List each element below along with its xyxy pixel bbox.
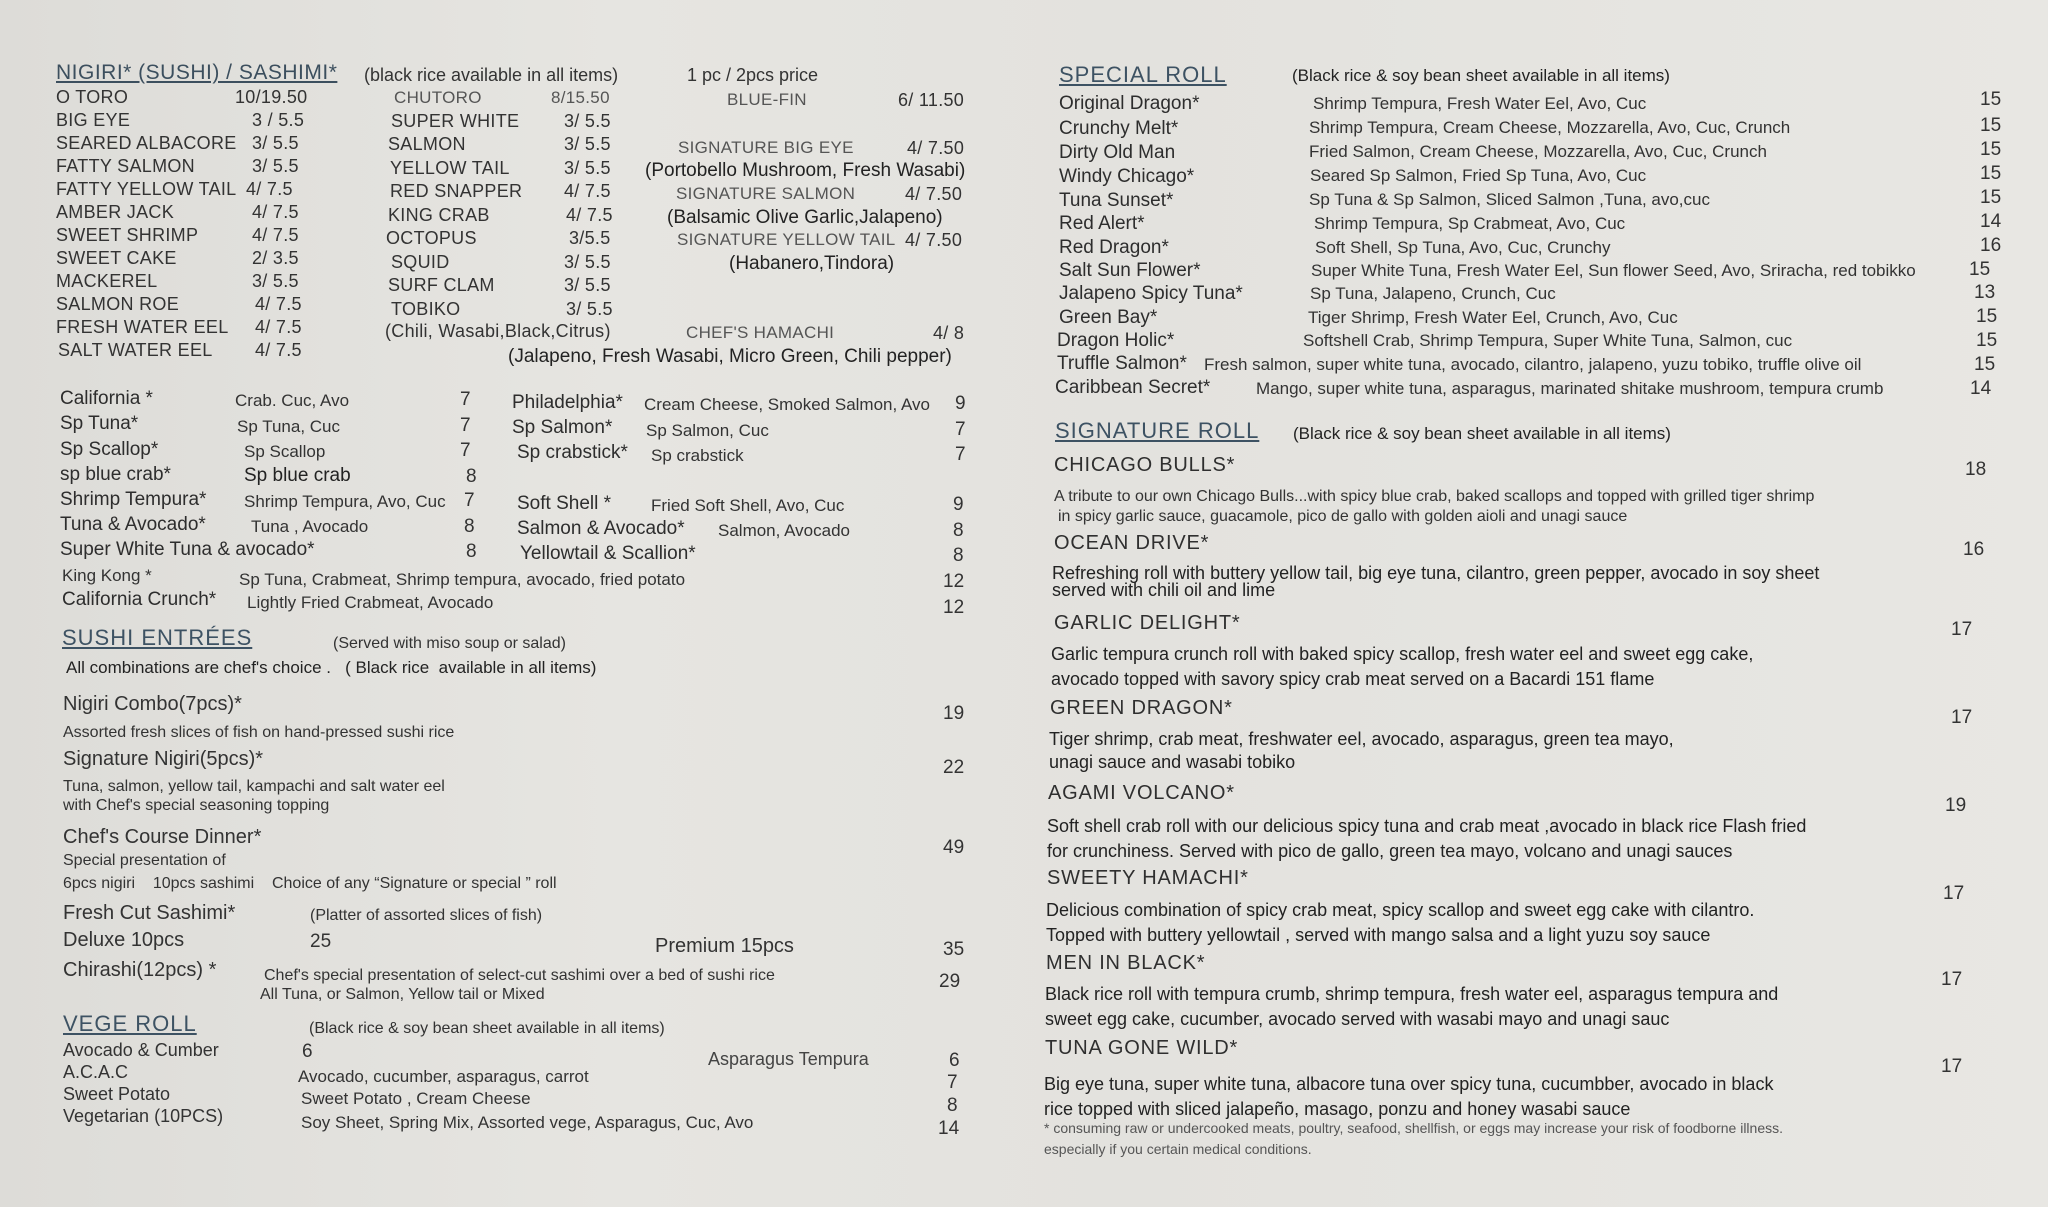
nigiri-item-price: 3/ 5.5 — [252, 271, 299, 291]
nigiri-item-name: OCTOPUS — [386, 228, 477, 248]
roll-price: 7 — [460, 440, 471, 461]
nigiri-item-price: 4/ 7.50 — [905, 230, 963, 250]
roll-name: Sp crabstick* — [517, 442, 628, 463]
nigiri-header: NIGIRI* (SUSHI) / SASHIMI* — [56, 61, 338, 84]
signature-desc: Topped with buttery yellowtail , served with mango salsa and a light yuzu soy sauce — [1046, 925, 1711, 945]
special-name: Windy Chicago* — [1059, 166, 1195, 187]
nigiri-item-price: 6/ 11.50 — [898, 90, 965, 110]
roll-name: Philadelphia* — [512, 392, 623, 413]
nigiri-item-price: 3/ 5.5 — [564, 158, 611, 178]
nigiri-item-price: 4/ 7.5 — [255, 340, 302, 360]
nigiri-item-price: 3 / 5.5 — [252, 110, 305, 130]
roll-name: King Kong * — [62, 566, 152, 585]
roll-name: California Crunch* — [62, 589, 217, 610]
special-name: Original Dragon* — [1059, 93, 1200, 114]
signature-name: GREEN DRAGON* — [1050, 697, 1233, 719]
entrees-note: (Served with miso soup or salad) — [333, 635, 566, 652]
nigiri-item-name: SALT WATER EEL — [58, 340, 213, 360]
signature-desc: in spicy garlic sauce, guacamole, pico de gallo with golden aioli and unagi sauce — [1058, 508, 1628, 525]
signature-desc: Tiger shrimp, crab meat, freshwater eel, avocado, asparagus, green tea mayo, — [1049, 729, 1674, 749]
signature-name: AGAMI VOLCANO* — [1048, 782, 1235, 804]
roll-name: Sp Salmon* — [512, 417, 613, 438]
disclaimer: especially if you certain medical conditions. — [1044, 1141, 1312, 1157]
vege-name: Vegetarian (10PCS) — [63, 1106, 224, 1126]
special-note: (Black rice & soy bean sheet available in all items) — [1292, 66, 1670, 85]
nigiri-item-price: 4/ 8 — [933, 323, 965, 343]
nigiri-item-name: SQUID — [391, 252, 450, 272]
nigiri-item-sub: (Balsamic Olive Garlic,Jalapeno) — [667, 207, 943, 228]
nigiri-item-price: 3/ 5.5 — [564, 252, 611, 272]
nigiri-pricing: 1 pc / 2pcs price — [687, 65, 819, 85]
nigiri-item-price: 10/19.50 — [235, 87, 308, 107]
signature-name: MEN IN BLACK* — [1046, 952, 1206, 974]
chirashi-desc: Chef's special presentation of select-cut sashimi over a bed of sushi rice — [264, 967, 775, 984]
special-price: 15 — [1980, 115, 2002, 136]
special-desc: Sp Tuna & Sp Salmon, Sliced Salmon ,Tuna, avo,cuc — [1309, 190, 1710, 209]
vege-name: Asparagus Tempura — [708, 1049, 869, 1069]
nigiri-item-price: 4/ 7.5 — [252, 202, 299, 222]
roll-desc: Sp Tuna, Crabmeat, Shrimp tempura, avocado, fried potato — [239, 570, 686, 589]
signature-price: 17 — [1941, 969, 1963, 990]
signature-price: 16 — [1963, 539, 1985, 560]
nigiri-item-name: FATTY YELLOW TAIL — [56, 179, 237, 199]
nigiri-item-name: FATTY SALMON — [56, 156, 195, 176]
vege-price: 6 — [949, 1050, 960, 1071]
nigiri-item-price: 4/ 7.5 — [252, 225, 299, 245]
signature-price: 17 — [1951, 707, 1973, 728]
signature-desc: Big eye tuna, super white tuna, albacore tuna over spicy tuna, cucumbber, avocado in black — [1044, 1074, 1774, 1094]
nigiri-item-name: SIGNATURE BIG EYE — [678, 138, 854, 157]
sashimi-premium: Premium 15pcs — [655, 935, 794, 957]
nigiri-note: (black rice available in all items) — [364, 65, 619, 85]
special-name: Tuna Sunset* — [1059, 190, 1174, 211]
special-price: 15 — [1980, 163, 2002, 184]
roll-price: 8 — [466, 541, 477, 562]
signature-desc: for crunchiness. Served with pico de gallo, green tea mayo, volcano and unagi sauces — [1047, 841, 1733, 861]
special-price: 15 — [1969, 259, 1991, 280]
sashimi-premium-price: 35 — [943, 939, 965, 960]
nigiri-item-name: BLUE-FIN — [727, 90, 807, 109]
special-header: SPECIAL ROLL — [1059, 62, 1227, 87]
vege-name: A.C.A.C — [63, 1062, 129, 1082]
special-desc: Tiger Shrimp, Fresh Water Eel, Crunch, Avo, Cuc — [1308, 308, 1678, 327]
special-desc: Shrimp Tempura, Cream Cheese, Mozzarella, Avo, Cuc, Crunch — [1309, 118, 1791, 137]
nigiri-item-name: SALMON ROE — [56, 294, 180, 314]
roll-desc: Cream Cheese, Smoked Salmon, Avo — [644, 395, 930, 414]
roll-desc: Sp Tuna, Cuc — [237, 417, 341, 436]
roll-desc: Crab. Cuc, Avo — [235, 391, 350, 410]
nigiri-item-price: 8/15.50 — [551, 88, 610, 107]
special-name: Salt Sun Flower* — [1059, 260, 1201, 281]
nigiri-item-name: TOBIKO — [391, 299, 461, 319]
sashimi-note: (Platter of assorted slices of fish) — [310, 907, 543, 924]
nigiri-item-price: 3/5.5 — [569, 228, 611, 248]
roll-name: Yellowtail & Scallion* — [520, 543, 696, 564]
special-name: Truffle Salmon* — [1057, 353, 1187, 374]
roll-price: 7 — [460, 415, 471, 436]
nigiri-item-name: AMBER JACK — [56, 202, 175, 222]
signature-name: TUNA GONE WILD* — [1045, 1037, 1239, 1059]
nigiri-item-price: 3/ 5.5 — [566, 299, 613, 319]
nigiri-item-name: YELLOW TAIL — [390, 158, 510, 178]
roll-name: Shrimp Tempura* — [60, 489, 207, 510]
special-price: 16 — [1980, 235, 2002, 256]
nigiri-item-price: 3/ 5.5 — [252, 156, 299, 176]
roll-name: Sp Scallop* — [60, 439, 159, 460]
entrees-sub: All combinations are chef's choice . ( Black rice available in all items) — [66, 658, 597, 677]
roll-name: Salmon & Avocado* — [517, 518, 685, 539]
signature-desc: A tribute to our own Chicago Bulls...with spicy blue crab, baked scallops and topped with grilled tiger shrimp — [1054, 488, 1815, 505]
roll-price: 7 — [464, 490, 475, 511]
nigiri-item-price: 4/ 7.5 — [564, 181, 611, 201]
roll-price: 12 — [943, 597, 965, 618]
special-price: 13 — [1974, 282, 1996, 303]
nigiri-item-name: SIGNATURE SALMON — [676, 184, 856, 203]
roll-price: 7 — [460, 389, 471, 410]
nigiri-item-sub: (Jalapeno, Fresh Wasabi, Micro Green, Chili pepper) — [508, 346, 952, 367]
roll-desc: Sp blue crab — [244, 465, 351, 486]
entree-name: Nigiri Combo(7pcs)* — [63, 693, 242, 715]
signature-desc: served with chili oil and lime — [1052, 580, 1276, 600]
vege-note: (Black rice & soy bean sheet available in all items) — [309, 1020, 665, 1037]
roll-price: 12 — [943, 571, 965, 592]
nigiri-item-name: SUPER WHITE — [391, 111, 520, 131]
chirashi-name: Chirashi(12pcs) * — [63, 959, 217, 981]
nigiri-item-name: MACKEREL — [56, 271, 158, 291]
signature-price: 19 — [1945, 795, 1967, 816]
roll-name: Sp Tuna* — [60, 413, 139, 434]
signature-desc: Refreshing roll with buttery yellow tail, big eye tuna, cilantro, green pepper, avocado in soy sheet — [1052, 563, 1820, 583]
nigiri-item-name: O TORO — [56, 87, 129, 107]
nigiri-item-sub: (Habanero,Tindora) — [729, 253, 895, 274]
nigiri-item-name: SWEET CAKE — [56, 248, 177, 268]
nigiri-item-name: SWEET SHRIMP — [56, 225, 199, 245]
roll-price: 9 — [955, 393, 966, 414]
entree-name: Signature Nigiri(5pcs)* — [63, 748, 264, 770]
nigiri-item-name: SEARED ALBACORE — [56, 133, 237, 153]
signature-desc: unagi sauce and wasabi tobiko — [1049, 752, 1296, 772]
special-price: 15 — [1980, 187, 2002, 208]
roll-name: Tuna & Avocado* — [60, 514, 206, 535]
special-price: 14 — [1980, 211, 2002, 232]
roll-price: 8 — [464, 516, 475, 537]
nigiri-item-price: 4/ 7.50 — [907, 138, 965, 158]
entree-price: 49 — [943, 837, 965, 858]
roll-desc: Sp crabstick — [651, 446, 744, 465]
roll-desc: Sp Salmon, Cuc — [646, 421, 769, 440]
roll-price: 7 — [955, 444, 966, 465]
special-price: 15 — [1980, 139, 2002, 160]
special-name: Caribbean Secret* — [1055, 377, 1211, 398]
nigiri-item-price: 3/ 5.5 — [564, 275, 611, 295]
nigiri-item-price: 4/ 7.5 — [246, 179, 293, 199]
signature-name: CHICAGO BULLS* — [1054, 454, 1236, 476]
nigiri-item-price: 2/ 3.5 — [252, 248, 299, 268]
nigiri-item-price: 3/ 5.5 — [252, 133, 299, 153]
special-desc: Soft Shell, Sp Tuna, Avo, Cuc, Crunchy — [1315, 238, 1611, 257]
signature-desc: Black rice roll with tempura crumb, shrimp tempura, fresh water eel, asparagus tempura and — [1045, 984, 1779, 1004]
vege-desc: Avocado, cucumber, asparagus, carrot — [298, 1067, 589, 1086]
nigiri-item-price: 4/ 7.5 — [566, 205, 613, 225]
entree-price: 22 — [943, 757, 965, 778]
nigiri-item-price: 4/ 7.5 — [255, 317, 302, 337]
special-name: Crunchy Melt* — [1059, 118, 1179, 139]
special-desc: Fried Salmon, Cream Cheese, Mozzarella, Avo, Cuc, Crunch — [1309, 142, 1767, 161]
nigiri-item-price: 4/ 7.5 — [255, 294, 302, 314]
signature-desc: Soft shell crab roll with our delicious spicy tuna and crab meat ,avocado in black rice Flash fried — [1047, 816, 1807, 836]
sashimi-deluxe: Deluxe 10pcs — [63, 929, 185, 951]
special-desc: Shrimp Tempura, Fresh Water Eel, Avo, Cuc — [1313, 94, 1647, 113]
special-desc: Super White Tuna, Fresh Water Eel, Sun flower Seed, Avo, Sriracha, red tobikko — [1311, 261, 1916, 280]
special-name: Green Bay* — [1059, 307, 1158, 328]
special-desc: Softshell Crab, Shrimp Tempura, Super White Tuna, Salmon, cuc — [1303, 331, 1793, 350]
nigiri-item-price: 3/ 5.5 — [564, 134, 611, 154]
signature-desc: rice topped with sliced jalapeño, masago, ponzu and honey wasabi sauce — [1044, 1099, 1631, 1119]
roll-price: 9 — [953, 494, 964, 515]
signature-header: SIGNATURE ROLL — [1055, 418, 1260, 443]
signature-name: OCEAN DRIVE* — [1054, 532, 1210, 554]
sashimi-deluxe-price: 25 — [310, 931, 332, 952]
tobiko-note: (Chili, Wasabi,Black,Citrus) — [385, 321, 611, 341]
roll-price: 7 — [955, 419, 966, 440]
signature-price: 17 — [1951, 619, 1973, 640]
nigiri-item-name: FRESH WATER EEL — [56, 317, 229, 337]
signature-desc: avocado topped with savory spicy crab meat served on a Bacardi 151 flame — [1051, 669, 1655, 689]
nigiri-item-name: CHEF'S HAMACHI — [686, 323, 835, 342]
special-desc: Fresh salmon, super white tuna, avocado, cilantro, jalapeno, yuzu tobiko, truffle olive oil — [1204, 355, 1862, 374]
roll-desc: Fried Soft Shell, Avo, Cuc — [651, 496, 845, 515]
roll-name: Soft Shell * — [517, 493, 611, 514]
special-name: Jalapeno Spicy Tuna* — [1059, 283, 1243, 304]
special-desc: Shrimp Tempura, Sp Crabmeat, Avo, Cuc — [1314, 214, 1626, 233]
roll-price: 8 — [953, 520, 964, 541]
entrees-header: SUSHI ENTRÉES — [62, 625, 253, 650]
roll-desc: Salmon, Avocado — [718, 521, 850, 540]
special-name: Dirty Old Man — [1059, 142, 1176, 163]
chirashi-desc: All Tuna, or Salmon, Yellow tail or Mixed — [260, 986, 545, 1003]
special-price: 15 — [1980, 89, 2002, 110]
vege-header: VEGE ROLL — [63, 1011, 197, 1036]
nigiri-item-name: KING CRAB — [388, 205, 490, 225]
signature-name: GARLIC DELIGHT* — [1054, 612, 1241, 634]
roll-price: 8 — [953, 545, 964, 566]
vege-desc: Soy Sheet, Spring Mix, Assorted vege, Asparagus, Cuc, Avo — [301, 1113, 754, 1132]
nigiri-item-name: RED SNAPPER — [390, 181, 523, 201]
entree-desc: Tuna, salmon, yellow tail, kampachi and salt water eel — [63, 778, 445, 795]
signature-price: 17 — [1941, 1056, 1963, 1077]
entree-desc: 6pcs nigiri 10pcs sashimi Choice of any “Signature or special ” roll — [63, 875, 557, 892]
vege-name: Avocado & Cumber — [63, 1040, 219, 1060]
signature-note: (Black rice & soy bean sheet available in all items) — [1293, 424, 1671, 443]
vege-price: 7 — [947, 1072, 958, 1093]
sashimi-name: Fresh Cut Sashimi* — [63, 902, 236, 924]
special-price: 15 — [1976, 330, 1998, 351]
vege-price: 6 — [302, 1041, 313, 1062]
roll-desc: Sp Scallop — [244, 442, 326, 461]
special-desc: Mango, super white tuna, asparagus, marinated shitake mushroom, tempura crumb — [1256, 379, 1884, 398]
nigiri-item-name: BIG EYE — [56, 110, 131, 130]
chirashi-price: 29 — [939, 971, 961, 992]
roll-name: Super White Tuna & avocado* — [60, 539, 315, 560]
vege-name: Sweet Potato — [63, 1084, 171, 1104]
nigiri-item-price: 3/ 5.5 — [564, 111, 611, 131]
entree-price: 19 — [943, 703, 965, 724]
nigiri-item-sub: (Portobello Mushroom, Fresh Wasabi) — [645, 160, 966, 181]
special-price: 14 — [1970, 378, 1992, 399]
entree-desc: with Chef's special seasoning topping — [63, 797, 330, 814]
roll-desc: Lightly Fried Crabmeat, Avocado — [247, 593, 494, 612]
roll-desc: Shrimp Tempura, Avo, Cuc — [244, 492, 446, 511]
special-price: 15 — [1974, 354, 1996, 375]
signature-desc: Delicious combination of spicy crab meat, spicy scallop and sweet egg cake with cilantro. — [1046, 900, 1755, 920]
entree-name: Chef's Course Dinner* — [63, 826, 262, 848]
vege-desc: Sweet Potato , Cream Cheese — [301, 1089, 531, 1108]
signature-name: SWEETY HAMACHI* — [1047, 867, 1249, 889]
entree-desc: Special presentation of — [63, 852, 226, 869]
nigiri-item-name: SIGNATURE YELLOW TAIL — [677, 230, 896, 249]
roll-name: California * — [60, 388, 153, 409]
signature-desc: sweet egg cake, cucumber, avocado served with wasabi mayo and unagi sauc — [1045, 1009, 1670, 1029]
roll-desc: Tuna , Avocado — [251, 517, 369, 536]
special-name: Red Alert* — [1059, 213, 1145, 234]
nigiri-item-name: SURF CLAM — [388, 275, 495, 295]
special-desc: Sp Tuna, Jalapeno, Crunch, Cuc — [1310, 284, 1556, 303]
nigiri-item-name: SALMON — [388, 134, 466, 154]
nigiri-item-price: 4/ 7.50 — [905, 184, 963, 204]
special-name: Red Dragon* — [1059, 237, 1169, 258]
disclaimer: * consuming raw or undercooked meats, poultry, seafood, shellfish, or eggs may increase your risk of foodborne illness. — [1044, 1120, 1783, 1136]
roll-price: 8 — [466, 466, 477, 487]
roll-name: sp blue crab* — [60, 464, 171, 485]
special-price: 15 — [1976, 306, 1998, 327]
vege-price: 14 — [938, 1118, 960, 1139]
entree-desc: Assorted fresh slices of fish on hand-pressed sushi rice — [63, 724, 455, 741]
signature-price: 17 — [1943, 883, 1965, 904]
signature-desc: Garlic tempura crunch roll with baked spicy scallop, fresh water eel and sweet egg cake, — [1051, 644, 1754, 664]
special-name: Dragon Holic* — [1057, 330, 1175, 351]
signature-price: 18 — [1965, 459, 1987, 480]
special-desc: Seared Sp Salmon, Fried Sp Tuna, Avo, Cuc — [1310, 166, 1647, 185]
vege-price: 8 — [947, 1095, 958, 1116]
nigiri-item-name: CHUTORO — [394, 88, 482, 107]
